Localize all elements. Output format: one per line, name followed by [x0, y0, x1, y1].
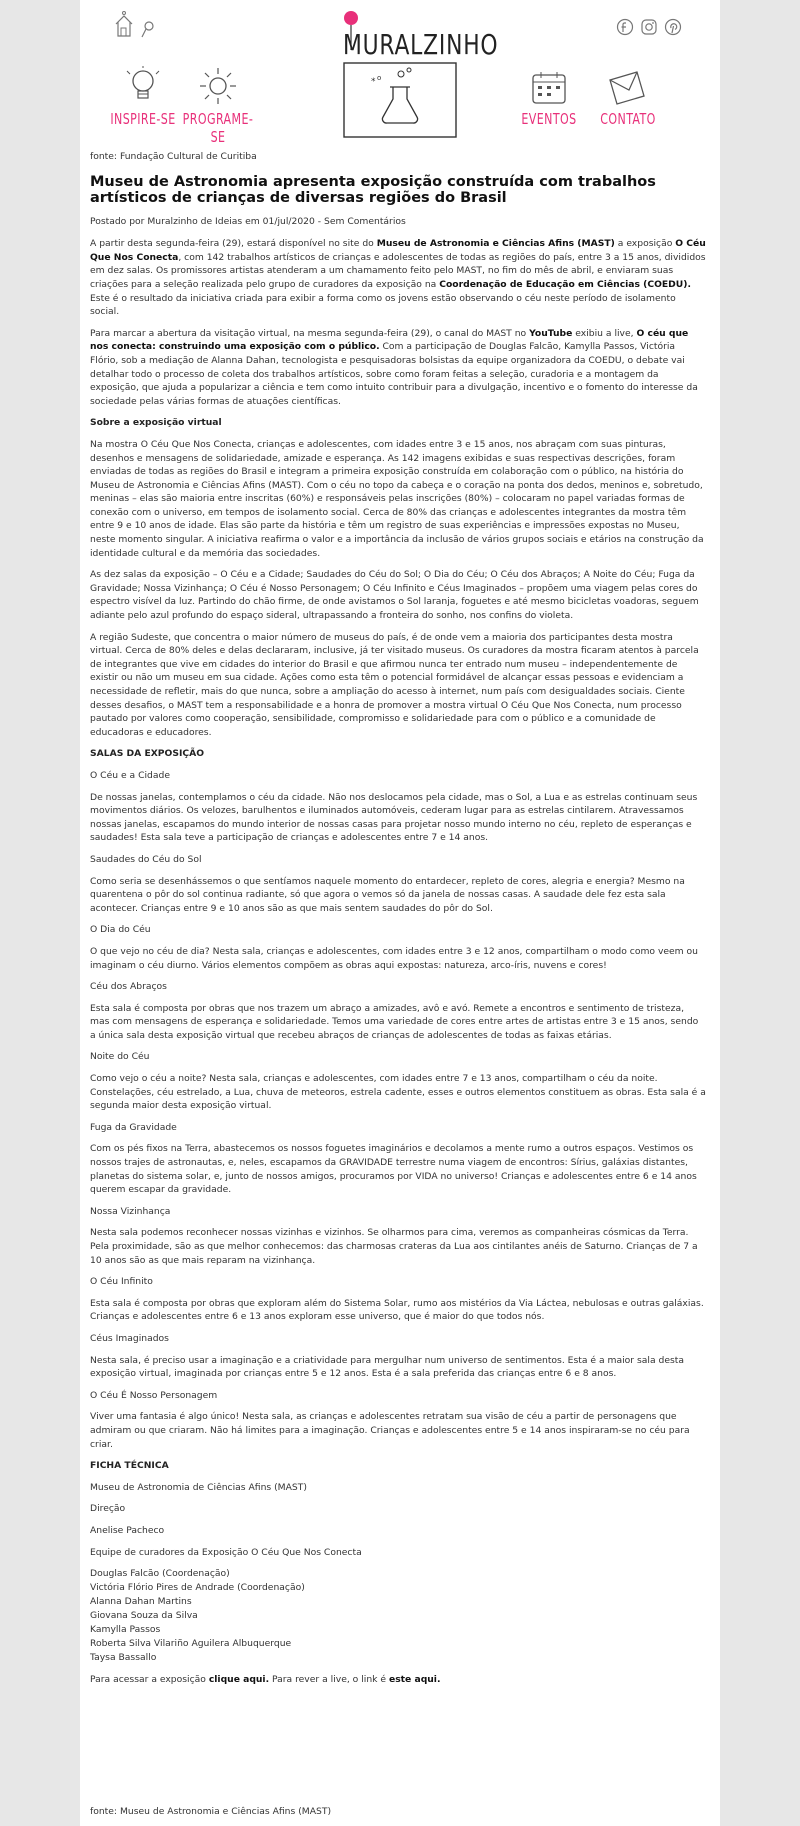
room-text: Com os pés fixos na Terra, abastecemos os nossos foguetes imaginários e decolamos a mente rumo a outros espaços. Vestimos os nossos trajes de astronautas, e, neles, escapamos da GRAVIDADE terrestre numa viagem de encontros: Sírius, galáxias distantes, planetas do sistema solar, e, junto de nossos amigos, procuramos por VIDA no universo! Crianças e adolescentes entre 6 e 14 anos querem escapar da gravidade. [90, 1143, 697, 1196]
sun-icon[interactable] [198, 66, 238, 110]
facebook-icon[interactable] [616, 18, 634, 40]
post-meta: Postado por Muralzinho de Ideias em 01/jul/2020 - Sem Comentários [90, 215, 406, 227]
list-item: Kamylla Passos [90, 1624, 161, 1636]
page [80, 0, 720, 1826]
room-title: O Céu e a Cidade [90, 769, 171, 781]
list-item: Taysa Bassallo [90, 1652, 157, 1664]
list-item: Giovana Souza da Silva [90, 1610, 198, 1622]
nav-contato[interactable]: CONTATO [600, 110, 656, 128]
heading-ficha: FICHA TÉCNICA [90, 1460, 169, 1472]
home-icon[interactable] [114, 10, 134, 40]
list-item: Alanna Dahan Martins [90, 1596, 192, 1608]
site-logo[interactable]: MURALZINHO [343, 28, 499, 61]
article [90, 150, 706, 1695]
room-text: De nossas janelas, contemplamos o céu da cidade. Não nos deslocamos pela cidade, mas o Sol, a Lua e as estrelas continuam seus movimentos diários. Os velozes, barulhentos e iluminados automóveis, cederam lugar para as estrelas cintilarem. Atravessamos nossas janelas, escapamos do mundo interior de nossas casas para projetar nosso mundo interno no céu, repleto de esperanças e saudades! Esta sala teve a participação de crianças e adolescentes entre 7 e 14 anos. [90, 791, 698, 844]
ficha-equipe-label: Equipe de curadores da Exposição O Céu Que Nos Conecta [90, 1546, 362, 1558]
room-title: O Céu Infinito [90, 1276, 153, 1288]
paragraph-intro: A partir desta segunda-feira (29), estará disponível no site do Museu de Astronomia e Ciências Afins (MAST) a exposição O Céu Que Nos Conecta, com 142 trabalhos artísticos de crianças e adolescentes de todas as regiões do país, entre 3 a 15 anos, divididos em dez salas. Os promissores artistas atenderam a um chamamento feito pelo MAST, no fim do mês de abril, e enviaram suas criações para a seleção realizada pelo grupo de curadores da exposição na Coordenação de Educação em Ciências (COEDU). Este é o resultado da iniciativa criada para exibir a forma como os jovens estão observando o céu neste período de isolamento social. [90, 238, 706, 318]
paragraph-mostra: Na mostra O Céu Que Nos Conecta, crianças e adolescentes, com idades entre 3 e 15 anos, nos abraçam com suas pinturas, desenhos e mensagens de solidariedade, amizade e esperança. As 142 imagens exibidas e suas respectivas descrições, foram enviadas de todas as regiões do Brasil e integram a primeira exposição construída em colaboração com o público, na história do Museu de Astronomia e Ciências Afins (MAST). Com o céu no topo da cabeça e o coração na ponta dos dedos, meninos e, sobretudo, meninas – elas são maioria entre inscritas (60%) e responsáveis pelas inscrições (80%) – colocaram no papel variadas formas de conexão com o universo, em tempos de isolamento social. Cerca de 80% das crianças e adolescentes integrantes da mostra têm entre 9 e 10 anos de idade. Elas são parte da história e têm um registro de suas experiências e impressões expostas no Museu, neste momento singular. A iniciativa reafirma o valor e a importância da inclusão de vários grupos sociais e etários na construção da identidade cultural e da memória das sociedades. [90, 438, 704, 559]
room-title: Nossa Vizinhança [90, 1205, 171, 1217]
instagram-icon[interactable] [640, 18, 658, 40]
pinterest-icon[interactable] [664, 18, 682, 40]
list-item: Victória Flório Pires de Andrade (Coordenação) [90, 1582, 305, 1594]
search-icon[interactable] [140, 20, 156, 40]
nav-inspire[interactable]: INSPIRE-SE [110, 110, 176, 128]
source-top: fonte: Fundação Cultural de Curitiba [90, 151, 257, 162]
ficha-museum: Museu de Astronomia de Ciências Afins (MAST) [90, 1481, 307, 1493]
room-text: Esta sala é composta por obras que nos trazem um abraço a amizades, avô e avó. Remete a encontros e sentimento de tristeza, mas com mensagens de esperança e solidariedade. Temos uma variedade de cores entre artes de artistas entre 3 e 15 anos, sendo a única sala desta exposição virtual que recebeu abraços de crianças de adolescentes de todas as faixas etárias. [90, 1002, 699, 1041]
calendar-icon[interactable] [531, 70, 567, 110]
room-title: Céus Imaginados [90, 1332, 169, 1344]
room-text: Como vejo o céu a noite? Nesta sala, crianças e adolescentes, com idades entre 7 e 13 anos, compartilham o céu da noite. Constelações, céu estrelado, a Lua, chuva de meteoros, estrela cadente, esses e outros elementos constituem as obras. Esta sala é a segunda maior desta exposição virtual. [90, 1073, 706, 1112]
ficha-direcao-label: Direção [90, 1503, 126, 1515]
list-item: Douglas Falcão (Coordenação) [90, 1568, 230, 1580]
exhibition-link[interactable]: clique aqui. [208, 1674, 270, 1686]
room-title: Saudades do Céu do Sol [90, 853, 202, 865]
site-header [80, 0, 720, 146]
lightbulb-icon[interactable] [126, 66, 160, 110]
envelope-icon[interactable] [607, 70, 647, 110]
room-text: Esta sala é composta por obras que exploram além do Sistema Solar, rumo aos mistérios da Via Láctea, nebulosas e outras galáxias. Crianças e adolescentes entre 6 e 13 anos exploram esse universo, que é maior do que todos nós. [90, 1297, 704, 1323]
live-link[interactable]: este aqui. [388, 1674, 441, 1686]
room-title: Noite do Céu [90, 1051, 150, 1063]
heading-salas: SALAS DA EXPOSIÇÃO [90, 748, 205, 760]
article-title: Museu de Astronomia apresenta exposição construída com trabalhos artísticos de crianças de diversas regiões do Brasil [90, 173, 656, 207]
ficha-equipe-list [90, 1567, 706, 1665]
room-title: Céu dos Abraços [90, 981, 167, 993]
logo-board [343, 62, 457, 142]
nav-programe[interactable]: PROGRAME-SE [182, 110, 254, 146]
room-text: Nesta sala podemos reconhecer nossas vizinhas e vizinhos. Se olharmos para cima, veremos as companheiras cósmicas da Terra. Pela proximidade, são as que melhor conhecemos: das charmosas crateras da Lua aos cintilantes anéis de Saturno. Crianças de 7 a 10 anos são as que mais reparam na vizinhança. [90, 1227, 698, 1266]
nav-eventos[interactable]: EVENTOS [521, 110, 577, 128]
room-text: Nesta sala, é preciso usar a imaginação e a criatividade para mergulhar num universo de sentimentos. Esta é a maior sala desta exposição virtual, imaginada por crianças entre 5 e 12 anos. Esta é a sala preferida das crianças entre 6 e 8 anos. [90, 1354, 685, 1380]
heading-sobre: Sobre a exposição virtual [90, 417, 222, 429]
list-item: Roberta Silva Vilariño Aguilera Albuquerque [90, 1638, 292, 1650]
ficha-direcao-name: Anelise Pacheco [90, 1524, 165, 1536]
svg-text:o: o [377, 74, 382, 82]
room-text: Viver uma fantasia é algo único! Nesta sala, as crianças e adolescentes retratam sua visão de céu a partir de personagens que admiram ou que criaram. Não há limites para a imaginação. Crianças e adolescentes entre 5 e 14 anos inspiraram-se no céu para criar. [90, 1411, 690, 1450]
room-title: O Céu É Nosso Personagem [90, 1389, 218, 1401]
svg-text:*: * [371, 77, 376, 87]
paragraph-sudeste: A região Sudeste, que concentra o maior número de museus do país, é de onde vem a maioria dos participantes desta mostra virtual. Cerca de 80% deles e delas declararam, inclusive, já ter visitado museus. Os curadores da mostra ficaram atentos à parcela de integrantes que vive em cidades do interior do Brasil e que afirmou nunca ter entrado num museu – independentemente de existir ou não um museu em sua cidade. Ações como esta têm o potencial formidável de alcançar essas pessoas e evidenciam a necessidade de refletir, mais do que nunca, sobre a ampliação do acesso à internet, num país com desigualdades sociais. Ciente desses desafios, o MAST tem a responsabilidade e a honra de promover a mostra virtual O Céu Que Nos Conecta, num processo pautado por valores como cooperação, sensibilidade, compromisso e solidariedade para com o público e a comunidade de educadoras e educadores. [90, 631, 699, 738]
source-bottom: fonte: Museu de Astronomia e Ciências Afins (MAST) [90, 1806, 332, 1817]
room-text: Como seria se desenhássemos o que sentíamos naquele momento do entardecer, repleto de cores, alegria e energia? Mesmo na quarentena o pôr do sol continua radiante, só que agora o vemos só da janela de nossas casas. A saudade dele fez esta sala acontecer. Crianças entre 9 e 10 anos são as que mais sentem saudades do pôr do Sol. [90, 875, 685, 914]
paragraph-live: Para marcar a abertura da visitação virtual, na mesma segunda-feira (29), o canal do MAST no YouTube exibiu a live, O céu que nos conecta: construindo uma exposição com o público. Com a participação de Douglas Falcão, Kamylla Passos, Victória Flório, sob a mediação de Alanna Dahan, tecnologista e pesquisadoras bolsistas da equipe organizadora da COEDU, o debate vai detalhar todo o processo de coleta dos trabalhos artísticos, sobre como foram feitas a seleção, curadoria e a montagem da exposição, que ajuda a popularizar a ciência e tem como intuito contribuir para a divulgação, incentivo e o fomento do interesse da sociedade pelas várias formas de atuações científicas. [90, 327, 698, 407]
room-title: O Dia do Céu [90, 924, 151, 936]
room-title: Fuga da Gravidade [90, 1121, 177, 1133]
access-links: Para acessar a exposição clique aqui. Para rever a live, o link é este aqui. [90, 1674, 441, 1686]
room-text: O que vejo no céu de dia? Nesta sala, crianças e adolescentes, com idades entre 3 e 12 anos, compartilham o modo como veem ou imaginam o céu diurno. Vários elementos compõem as obras aqui expostas: natureza, arco-íris, nuvens e cores! [90, 945, 698, 971]
paragraph-salas: As dez salas da exposição – O Céu e a Cidade; Saudades do Céu do Sol; O Dia do Céu; O Céu dos Abraços; A Noite do Céu; Fuga da Gravidade; Nossa Vizinhança; O Céu é Nosso Personagem; O Céu Infinito e Céus Imaginados – propõem uma viagem pelas cores do espectro visível da luz. Partindo do chão firme, de onde avistamos o Sol laranja, foguetes e até mesmo bicicletas voadoras, seguem adiante pelo azul profundo do espaço sideral, ultrapassando a fronteira do sonho, nos confins do violeta. [90, 569, 699, 622]
